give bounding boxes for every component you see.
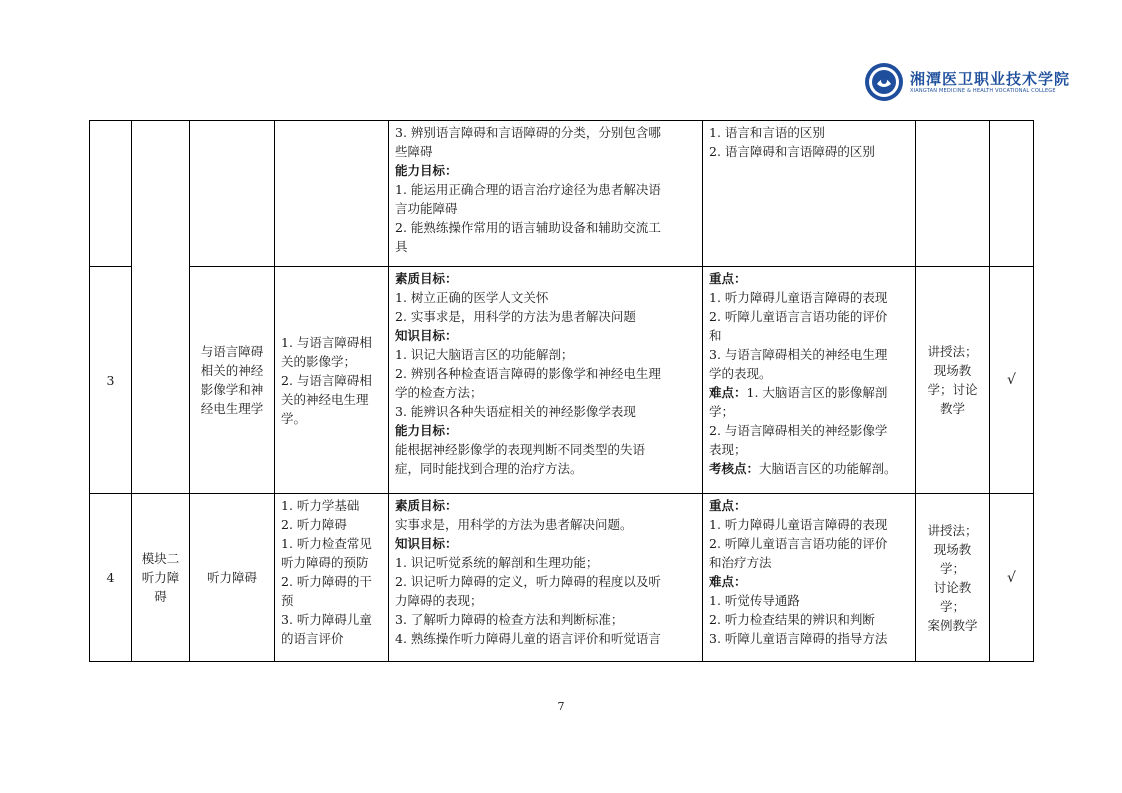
- keypoint-line: 3. 听障儿童语言障碍的指导方法: [709, 631, 888, 646]
- objective-line: 学的检查方法；: [395, 385, 483, 400]
- module-line: 碍: [154, 589, 167, 604]
- keypoint-line: 学的表现。: [709, 366, 772, 381]
- content-cell: [275, 121, 389, 267]
- keypoint-line: 1. 听觉传导通路: [709, 593, 800, 608]
- objective-line: 实事求是，用科学的方法为患者解决问题。: [395, 517, 633, 532]
- objective-line: 2. 辨别各种检查语言障碍的影像学和神经电生理: [395, 366, 661, 381]
- row-number: 4: [106, 570, 115, 585]
- objective-line: 症，同时能找到合理的治疗方法。: [395, 461, 583, 476]
- keypoint-line: 1. 听力障碍儿童语言障碍的表现: [709, 517, 888, 532]
- check-cell: [990, 121, 1034, 267]
- keypoint-line: 和治疗方法: [709, 555, 772, 570]
- method-cell: [916, 267, 990, 494]
- objective-heading: 知识目标：: [395, 536, 458, 551]
- keypoint-label: 难点：: [709, 385, 747, 400]
- topic-cell: [190, 494, 275, 662]
- check-cell: [990, 267, 1034, 494]
- keypoint-line: 表现；: [709, 442, 747, 457]
- topic-cell: [190, 121, 275, 267]
- content-line: 关的神经电生理: [281, 391, 369, 407]
- method-line: 案例教学: [927, 617, 978, 633]
- method-line: 讨论教: [933, 579, 972, 595]
- content-line: 关的影像学；: [281, 353, 357, 369]
- content-line: 预: [281, 593, 294, 608]
- content-line: 的语言评价: [281, 631, 344, 646]
- objective-line: 些障碍: [395, 144, 433, 159]
- module-cell: [132, 494, 190, 662]
- keypoint-label: 重点：: [709, 498, 747, 513]
- keypoint-line: 1. 语言和言语的区别: [709, 125, 825, 140]
- method-line: 学；讨论: [927, 382, 978, 397]
- keypoint-line: 和: [709, 328, 722, 343]
- checkmark: √: [1007, 569, 1016, 586]
- module-cell: [132, 121, 190, 494]
- objective-heading: 素质目标：: [395, 271, 458, 286]
- table-row: [90, 267, 1034, 494]
- method-line: 教学: [939, 401, 965, 416]
- table-row: [90, 121, 1034, 267]
- topic-line: 影像学和神: [200, 382, 264, 397]
- content-line: 1. 听力检查常见: [281, 536, 372, 551]
- content-line: 学。: [281, 410, 307, 426]
- objective-heading: 素质目标：: [395, 498, 458, 513]
- keypoints-cell: [703, 494, 916, 662]
- objective-line: 2. 识记听力障碍的定义，听力障碍的程度以及听: [395, 574, 661, 589]
- keypoint-line: 1. 听力障碍儿童语言障碍的表现: [709, 290, 888, 305]
- objective-line: 3. 辨别语言障碍和言语障碍的分类，分别包含哪: [395, 125, 661, 140]
- content-line: 2. 与语言障碍相: [281, 372, 372, 388]
- course-outline-table: [89, 120, 1034, 662]
- keypoint-line: 大脑语言区的功能解剖。: [759, 461, 897, 476]
- objective-line: 1. 能运用正确合理的语言治疗途径为患者解决语: [395, 182, 661, 197]
- objectives-cell: [389, 121, 703, 267]
- keypoints-cell: [703, 267, 916, 494]
- keypoint-line: 3. 与语言障碍相关的神经电生理: [709, 347, 888, 362]
- objective-line: 3. 能辨识各种失语症相关的神经影像学表现: [395, 404, 636, 419]
- objective-line: 2. 能熟练操作常用的语言辅助设备和辅助交流工: [395, 220, 661, 235]
- college-name-en: XIANGTAN MEDICINE & HEALTH VOCATIONAL COLLEGE: [910, 88, 1056, 94]
- keypoints-cell: [703, 121, 916, 267]
- objectives-cell: [389, 494, 703, 662]
- objective-line: 力障碍的表现；: [395, 593, 483, 608]
- content-line: 1. 与语言障碍相: [281, 334, 372, 350]
- college-name-cn: 湘潭医卫职业技术学院: [910, 70, 1071, 88]
- content-cell: [275, 494, 389, 662]
- method-line: 讲授法；: [927, 344, 978, 359]
- keypoint-line: 2. 与语言障碍相关的神经影像学: [709, 423, 888, 438]
- objective-line: 1. 树立正确的医学人文关怀: [395, 290, 549, 305]
- topic-line: 与语言障碍: [200, 344, 264, 359]
- topic-line: 听力障碍: [206, 570, 257, 585]
- objective-line: 2. 实事求是，用科学的方法为患者解决问题: [395, 309, 636, 324]
- keypoint-line: 2. 听障儿童语言言语功能的评价: [709, 536, 888, 551]
- topic-line: 经电生理学: [200, 401, 264, 416]
- keypoint-label: 重点：: [709, 271, 747, 286]
- method-line: 学；: [939, 560, 965, 576]
- page-number: 7: [557, 700, 565, 713]
- content-line: 2. 听力障碍: [281, 517, 347, 532]
- objectives-cell: [389, 267, 703, 494]
- topic-line: 相关的神经: [200, 363, 264, 378]
- objective-heading: 能力目标：: [395, 423, 458, 438]
- module-line: 模块二: [141, 551, 180, 566]
- objective-line: 3. 了解听力障碍的检查方法和判断标准；: [395, 612, 624, 627]
- row-number: 3: [106, 372, 115, 388]
- checkmark: √: [1007, 372, 1016, 388]
- table-row: [90, 494, 1034, 662]
- objective-line: 1. 识记大脑语言区的功能解剖；: [395, 347, 574, 362]
- objective-line: 能根据神经影像学的表现判断不同类型的失语: [395, 442, 646, 457]
- keypoint-label: 考核点：: [709, 461, 760, 476]
- method-line: 现场教: [933, 541, 972, 557]
- row-number-cell: [90, 121, 132, 267]
- keypoint-line: 2. 听障儿童语言言语功能的评价: [709, 309, 888, 324]
- method-line: 讲授法；: [927, 522, 978, 538]
- objective-line: 具: [395, 239, 408, 254]
- method-cell: [916, 494, 990, 662]
- content-line: 听力障碍的预防: [281, 555, 369, 570]
- method-line: 现场教: [933, 363, 972, 378]
- method-line: 学；: [939, 598, 965, 614]
- row-number-cell: [90, 267, 132, 494]
- objective-line: 1. 识记听觉系统的解剖和生理功能；: [395, 555, 599, 570]
- objective-heading: 知识目标：: [395, 328, 458, 343]
- keypoint-line: 2. 语言障碍和言语障碍的区别: [709, 144, 875, 159]
- college-logo: [864, 62, 1071, 106]
- keypoint-line: 2. 听力检查结果的辨识和判断: [709, 612, 875, 627]
- content-line: 2. 听力障碍的干: [281, 574, 372, 589]
- objective-line: 言功能障碍: [395, 201, 458, 216]
- module-line: 听力障: [141, 570, 180, 585]
- keypoint-label: 难点：: [709, 574, 747, 589]
- objective-line: 4. 熟练操作听力障碍儿童的语言评价和听觉语言: [395, 631, 661, 646]
- content-line: 1. 听力学基础: [281, 498, 360, 513]
- content-cell: [275, 267, 389, 494]
- college-seal-icon: [864, 62, 904, 102]
- keypoint-line: 1. 大脑语言区的影像解剖: [746, 385, 888, 400]
- check-cell: [990, 494, 1034, 662]
- topic-cell: [190, 267, 275, 494]
- method-cell: [916, 121, 990, 267]
- objective-heading: 能力目标：: [395, 163, 458, 178]
- content-line: 3. 听力障碍儿童: [281, 612, 372, 627]
- keypoint-line: 学；: [709, 404, 735, 419]
- row-number-cell: [90, 494, 132, 662]
